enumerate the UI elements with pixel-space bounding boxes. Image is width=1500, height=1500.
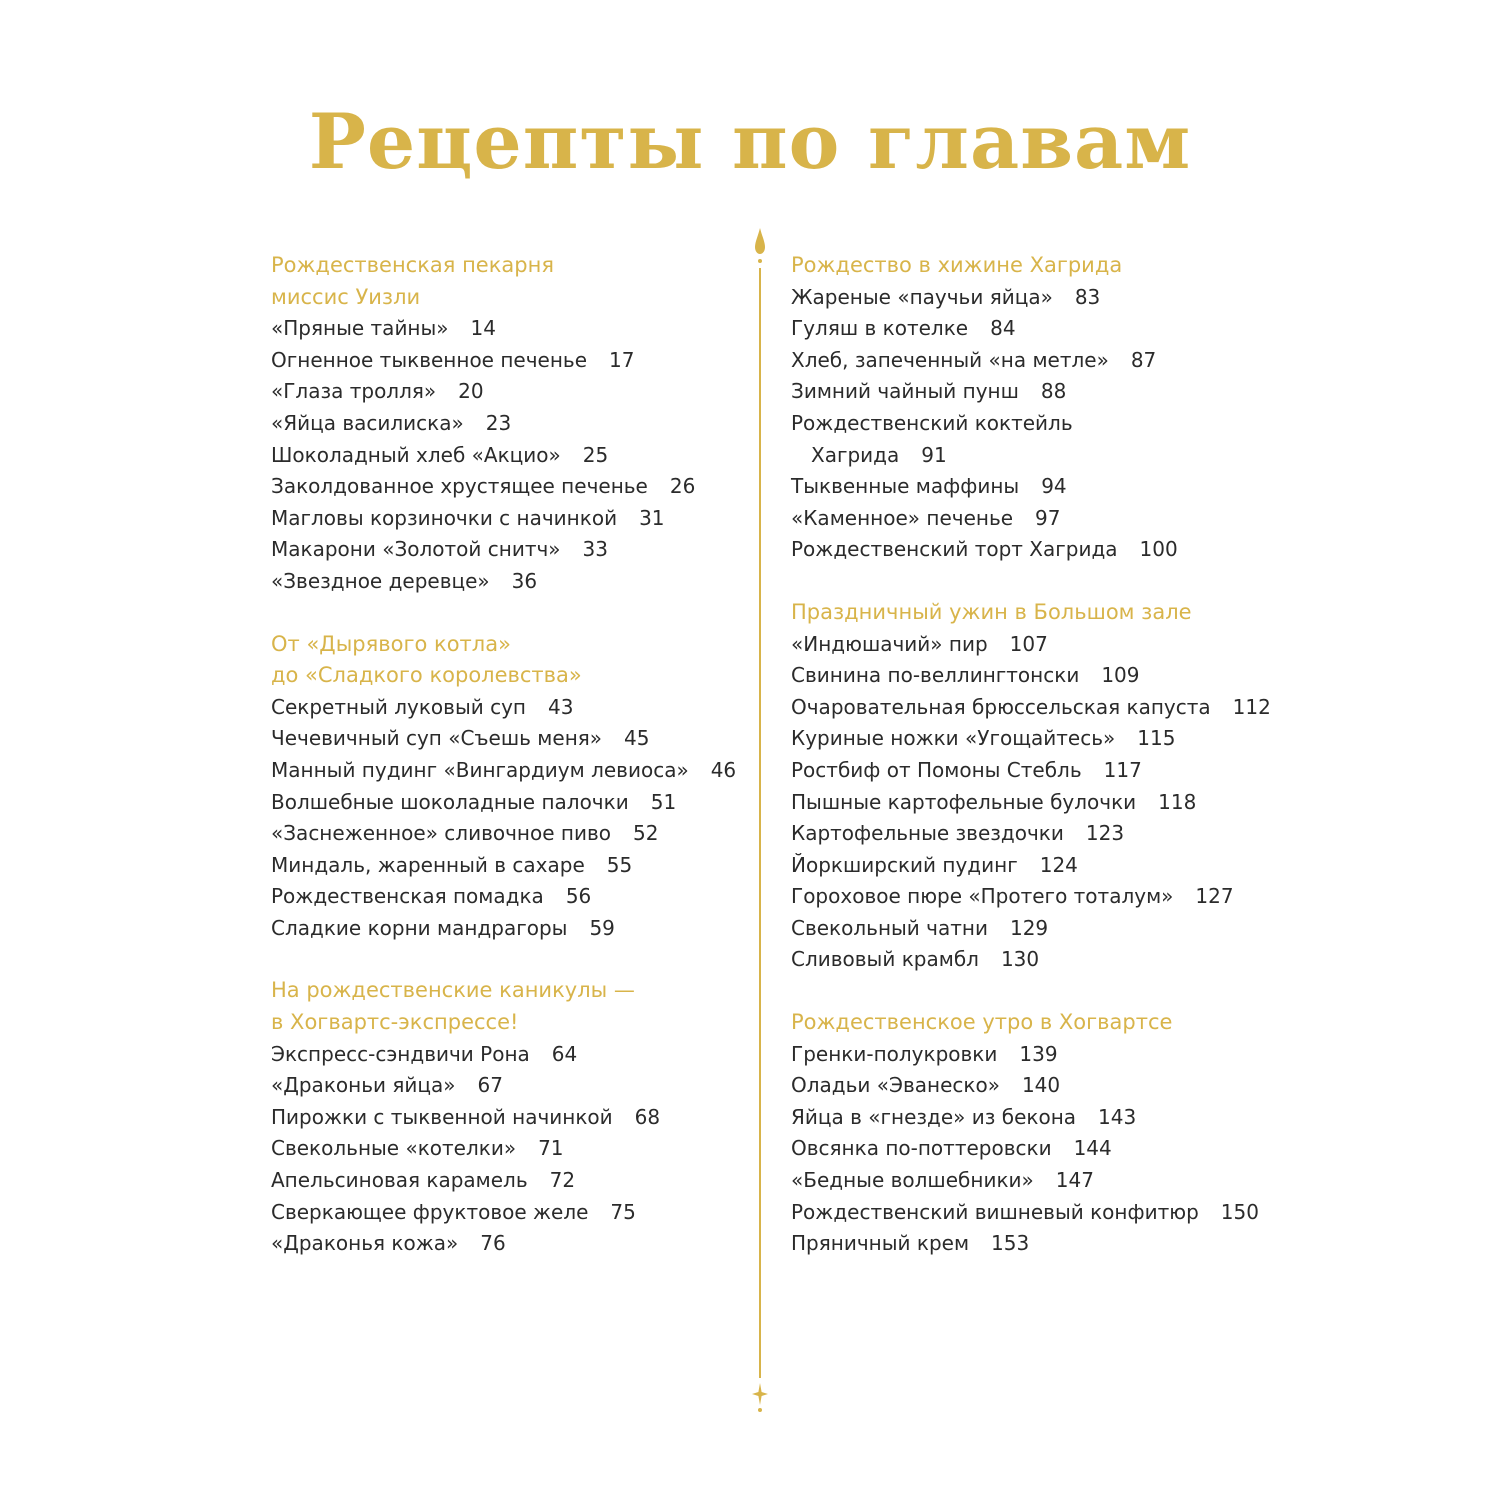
recipe-title: «Драконья кожа» <box>271 1231 459 1256</box>
toc-column-left <box>271 250 741 1291</box>
recipe-item[interactable] <box>791 1197 1271 1229</box>
recipe-item[interactable] <box>271 723 741 755</box>
recipe-item[interactable] <box>271 376 741 408</box>
recipe-page-number: 87 <box>1130 347 1157 372</box>
recipe-page-number: 88 <box>1040 379 1067 404</box>
chapter-heading-line: Праздничный ужин в Большом зале <box>791 599 1192 624</box>
recipe-page-number: 71 <box>538 1136 564 1161</box>
recipe-page-number: 55 <box>606 852 633 877</box>
recipe-title: Оладьи «Эванеско» <box>791 1073 1000 1098</box>
recipe-title: Яйца в «гнезде» из бекона <box>791 1104 1077 1129</box>
recipe-title: Экспресс-сэндвичи Рона <box>271 1041 530 1066</box>
recipe-page-number: 59 <box>589 915 615 940</box>
recipe-list <box>271 313 741 597</box>
recipe-item[interactable] <box>271 818 741 850</box>
recipe-item[interactable] <box>791 282 1271 314</box>
recipe-title: Магловы корзиночки с начинкой <box>271 505 618 530</box>
recipe-item[interactable] <box>791 723 1271 755</box>
page-title: Рецепты по главам <box>308 97 1192 186</box>
chapter-heading-line: миссис Уизли <box>271 284 421 309</box>
chapter-heading-line: На рождественские каникулы — <box>271 978 635 1003</box>
recipe-page-number: 94 <box>1041 474 1067 499</box>
recipe-page-number: 100 <box>1139 537 1178 562</box>
recipe-page-number: 33 <box>582 537 608 562</box>
recipe-page-number: 76 <box>480 1231 506 1256</box>
recipe-title: Свекольный чатни <box>791 915 988 940</box>
chapter-heading-line: Рождественское утро в Хогвартсе <box>791 1010 1173 1035</box>
recipe-page-number: 112 <box>1232 694 1271 719</box>
chapter-heading <box>791 250 1271 282</box>
recipe-title: Йоркширский пудинг <box>791 852 1018 877</box>
recipe-page-number: 75 <box>610 1199 636 1224</box>
chapter-heading-line: Рождество в хижине Хагрида <box>791 253 1123 277</box>
recipe-item[interactable] <box>791 1133 1271 1165</box>
recipe-title: Рождественский торт Хагрида <box>791 537 1118 562</box>
recipe-item[interactable] <box>271 1228 741 1260</box>
recipe-title: Куриные ножки «Угощайтесь» <box>791 726 1116 751</box>
chapter-section <box>791 597 1271 976</box>
recipe-item[interactable] <box>271 566 741 598</box>
recipe-page-number: 140 <box>1021 1073 1061 1098</box>
recipe-item[interactable] <box>271 1133 741 1165</box>
recipe-item[interactable] <box>271 755 741 787</box>
recipe-title: «Глаза тролля» <box>271 379 437 404</box>
recipe-item[interactable] <box>791 629 1271 661</box>
recipe-item[interactable] <box>791 692 1271 724</box>
recipe-title: «Яйца василиска» <box>271 410 464 435</box>
recipe-list <box>791 282 1271 566</box>
recipe-title: Свинина по-веллингтонски <box>791 663 1080 688</box>
column-divider <box>752 228 768 1413</box>
recipe-item[interactable] <box>791 913 1271 945</box>
recipe-item[interactable] <box>271 408 741 440</box>
recipe-item[interactable] <box>791 850 1271 882</box>
recipe-title: Сладкие корни мандрагоры <box>271 915 568 940</box>
recipe-list <box>791 1039 1271 1260</box>
recipe-title: Апельсиновая карамель <box>271 1168 528 1193</box>
chapter-heading <box>271 250 741 313</box>
recipe-item[interactable] <box>791 787 1271 819</box>
recipe-title-continuation <box>791 440 1271 472</box>
recipe-page-number: 130 <box>1000 947 1040 972</box>
recipe-title: Сливовый крамбл <box>791 947 979 972</box>
recipe-page-number: 43 <box>548 694 574 719</box>
recipe-title: Манный пудинг «Вингардиум левиоса» <box>271 757 689 782</box>
recipe-page-number: 67 <box>477 1073 503 1098</box>
recipe-item[interactable] <box>271 1102 741 1134</box>
recipe-page-number: 56 <box>565 884 592 909</box>
recipe-item[interactable] <box>791 881 1271 913</box>
recipe-title: Пышные картофельные булочки <box>791 789 1137 814</box>
recipe-page-number: 23 <box>485 410 512 435</box>
recipe-item[interactable] <box>791 534 1271 566</box>
chapter-heading <box>271 975 741 1038</box>
recipe-page-number: 45 <box>624 726 650 751</box>
recipe-title: Заколдованное хрустящее печенье <box>271 474 648 499</box>
recipe-title: «Каменное» печенье <box>791 505 1014 530</box>
drop-ornament-icon <box>755 228 765 263</box>
recipe-item[interactable] <box>271 440 741 472</box>
recipe-title: Зимний чайный пунш <box>791 379 1019 404</box>
recipe-item[interactable] <box>271 503 741 535</box>
recipe-title: Овсянка по-поттеровски <box>791 1136 1052 1161</box>
chapter-heading-line: в Хогвартс-экспрессе! <box>271 1010 519 1035</box>
recipe-item[interactable] <box>791 408 1271 471</box>
recipe-page-number: 64 <box>551 1041 578 1066</box>
recipe-page-number: 150 <box>1220 1199 1259 1224</box>
recipe-title: Жареные «паучьи яйца» <box>791 284 1053 309</box>
chapter-heading-line: От «Дырявого котла» <box>271 631 511 656</box>
chapter-section <box>791 1007 1271 1260</box>
recipe-page-number: 72 <box>549 1168 576 1193</box>
recipe-title: Картофельные звездочки <box>791 821 1064 846</box>
recipe-item[interactable] <box>271 1039 741 1071</box>
recipe-item[interactable] <box>791 313 1271 345</box>
recipe-page-number: 36 <box>511 568 538 593</box>
recipe-title: Пряничный крем <box>791 1231 970 1256</box>
recipe-title: Хагрида <box>811 442 900 467</box>
recipe-item[interactable] <box>791 1102 1271 1134</box>
recipe-title: Рождественский коктейль <box>791 410 1073 435</box>
recipe-page-number: 14 <box>470 316 496 341</box>
recipe-page-number: 115 <box>1137 726 1176 751</box>
recipe-list <box>791 629 1271 977</box>
chapter-section <box>271 629 741 945</box>
recipe-page-number: 83 <box>1074 284 1101 309</box>
recipe-page-number: 143 <box>1098 1104 1137 1129</box>
recipe-page-number: 107 <box>1009 631 1048 656</box>
recipe-page-number: 68 <box>634 1104 661 1129</box>
recipe-page-number: 52 <box>633 821 659 846</box>
recipe-page-number: 139 <box>1019 1041 1058 1066</box>
recipe-item[interactable] <box>791 1039 1271 1071</box>
recipe-item[interactable] <box>271 313 741 345</box>
recipe-title: «Звездное деревце» <box>271 568 490 593</box>
recipe-page-number: 117 <box>1103 757 1142 782</box>
recipe-item[interactable] <box>271 1070 741 1102</box>
recipe-page-number: 26 <box>669 474 696 499</box>
recipe-title: «Заснеженное» сливочное пиво <box>271 821 611 846</box>
recipe-title: Рождественский вишневый конфитюр <box>791 1199 1199 1224</box>
recipe-title: Шоколадный хлеб «Акцио» <box>271 442 561 467</box>
recipe-item[interactable] <box>791 1165 1271 1197</box>
recipe-item[interactable] <box>271 787 741 819</box>
recipe-title: Очаровательная брюссельская капуста <box>791 694 1211 719</box>
recipe-page-number: 97 <box>1035 505 1061 530</box>
chapter-heading <box>271 629 741 692</box>
recipe-item[interactable] <box>791 345 1271 377</box>
recipe-title: Миндаль, жаренный в сахаре <box>271 852 585 877</box>
chapter-heading <box>791 1007 1271 1039</box>
recipe-list <box>271 692 741 945</box>
recipe-page-number: 20 <box>458 379 484 404</box>
recipe-title: Хлеб, запеченный «на метле» <box>791 347 1109 372</box>
recipe-title: Гренки-полукровки <box>791 1041 998 1066</box>
recipe-page-number: 118 <box>1158 789 1197 814</box>
chapter-heading <box>791 597 1271 629</box>
recipe-page-number: 109 <box>1101 663 1140 688</box>
recipe-title: Тыквенные маффины <box>791 474 1020 499</box>
recipe-page-number: 129 <box>1009 915 1049 940</box>
recipe-item[interactable] <box>271 1165 741 1197</box>
recipe-title: Чечевичный суп «Съешь меня» <box>271 726 603 751</box>
recipe-title: Рождественская помадка <box>271 884 544 909</box>
divider-ornament <box>752 228 768 1413</box>
recipe-title: Макарони «Золотой снитч» <box>271 537 561 562</box>
recipe-page-number: 147 <box>1055 1168 1094 1193</box>
star-ornament-icon <box>752 1383 768 1412</box>
recipe-item[interactable] <box>791 503 1271 535</box>
recipe-page-number: 153 <box>991 1231 1030 1256</box>
recipe-title: Пирожки с тыквенной начинкой <box>271 1104 613 1129</box>
chapter-heading-line: до «Сладкого королевства» <box>271 663 582 688</box>
recipe-item[interactable] <box>791 944 1271 976</box>
recipe-item[interactable] <box>271 1197 741 1229</box>
recipe-title: «Драконьи яйца» <box>271 1073 456 1098</box>
recipe-item[interactable] <box>791 755 1271 787</box>
recipe-title: «Пряные тайны» <box>271 316 449 341</box>
recipe-item[interactable] <box>271 345 741 377</box>
recipe-title: Гороховое пюре «Протего тоталум» <box>791 884 1174 909</box>
chapter-heading-line: Рождественская пекарня <box>271 253 554 277</box>
recipe-title: «Индюшачий» пир <box>791 631 988 656</box>
recipe-item[interactable] <box>271 534 741 566</box>
recipe-item[interactable] <box>791 660 1271 692</box>
chapter-section <box>271 250 741 598</box>
recipe-page-number: 31 <box>639 505 665 530</box>
recipe-title: Волшебные шоколадные палочки <box>271 789 629 814</box>
recipe-item[interactable] <box>271 692 741 724</box>
recipe-page-number: 84 <box>990 316 1016 341</box>
recipe-title: Гуляш в котелке <box>791 316 969 341</box>
recipe-item[interactable] <box>791 376 1271 408</box>
recipe-item[interactable] <box>271 881 741 913</box>
recipe-item[interactable] <box>791 818 1271 850</box>
recipe-page-number: 25 <box>582 442 609 467</box>
chapter-section <box>791 250 1271 566</box>
chapter-section <box>271 975 741 1259</box>
recipe-page-number: 123 <box>1085 821 1125 846</box>
recipe-page-number: 17 <box>609 347 635 372</box>
recipe-title: Огненное тыквенное печенье <box>271 347 588 372</box>
recipe-page-number: 127 <box>1195 884 1234 909</box>
recipe-item[interactable] <box>791 471 1271 503</box>
toc-column-right <box>791 250 1271 1291</box>
recipe-page-number: 124 <box>1039 852 1078 877</box>
recipe-item[interactable] <box>271 913 741 945</box>
recipe-page-number: 91 <box>921 442 947 467</box>
recipe-item[interactable] <box>791 1070 1271 1102</box>
recipe-title: «Бедные волшебники» <box>791 1168 1034 1193</box>
recipe-page-number: 46 <box>710 757 737 782</box>
recipe-item[interactable] <box>791 1228 1271 1260</box>
recipe-title: Сверкающее фруктовое желе <box>271 1199 589 1224</box>
recipe-title: Ростбиф от Помоны Стебль <box>791 757 1082 782</box>
recipe-item[interactable] <box>271 850 741 882</box>
recipe-item[interactable] <box>271 471 741 503</box>
recipe-title: Секретный луковый суп <box>271 694 526 719</box>
recipe-page-number: 51 <box>650 789 677 814</box>
recipe-page-number: 144 <box>1073 1136 1112 1161</box>
recipe-title: Свекольные «котелки» <box>271 1136 517 1161</box>
recipe-list <box>271 1039 741 1260</box>
